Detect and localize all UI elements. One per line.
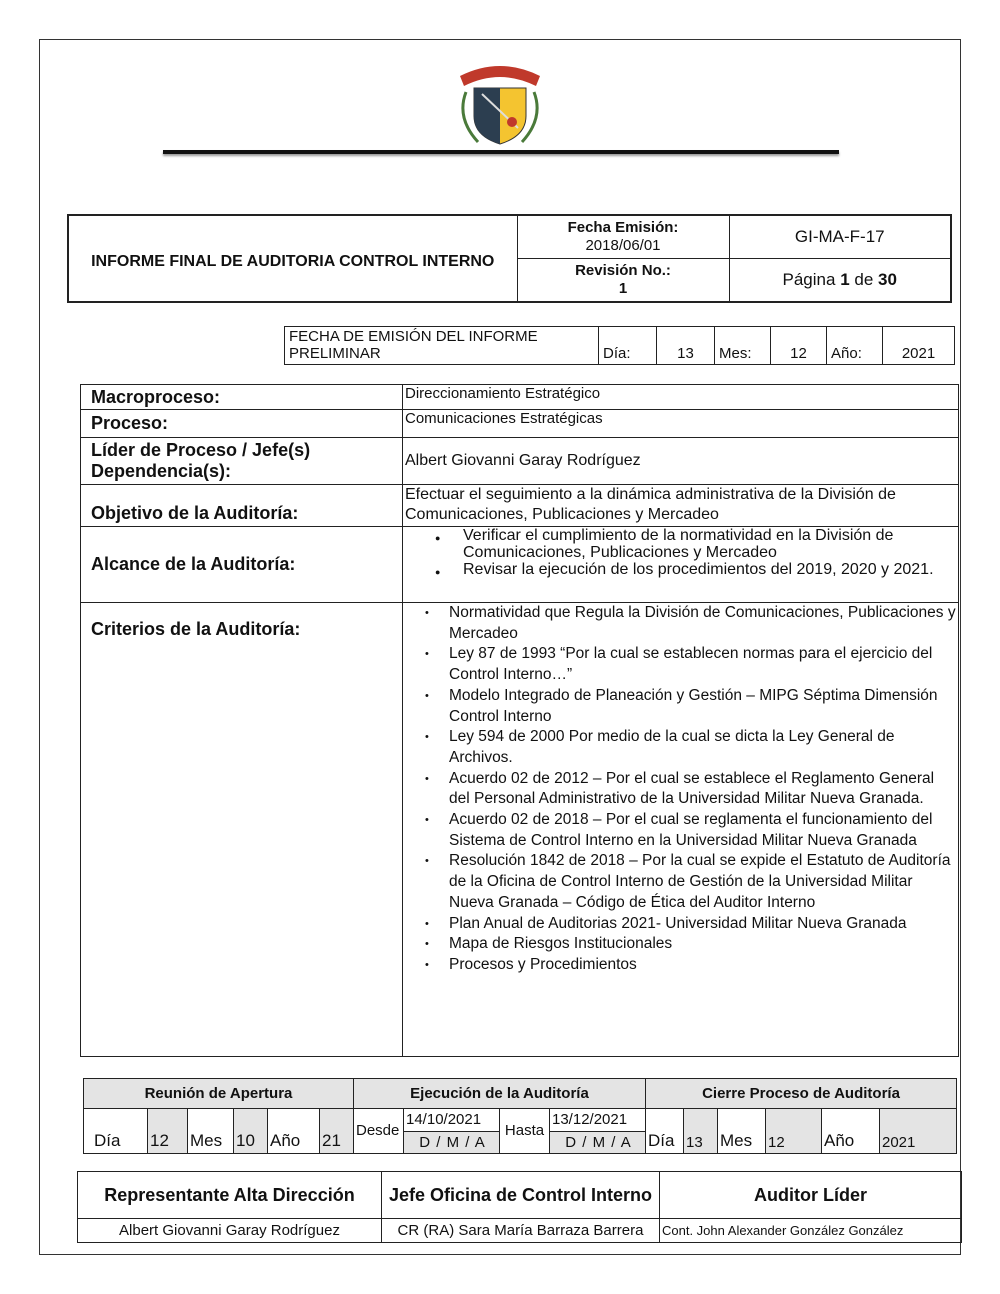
page-number bbox=[729, 258, 951, 302]
page-current: 1 bbox=[840, 269, 850, 289]
lider-label: Líder de Proceso / Jefe(s) Dependencia(s): bbox=[81, 438, 403, 485]
auditor-name: Cont. John Alexander González González bbox=[660, 1219, 962, 1243]
alcance-label: Alcance de la Auditoría: bbox=[81, 527, 403, 603]
audit-info-table bbox=[80, 384, 959, 1057]
jefe-label: Jefe Oficina de Control Interno bbox=[382, 1172, 660, 1219]
fecha-dia: 13 bbox=[657, 327, 715, 365]
cierre-anio-label: Año bbox=[822, 1109, 880, 1154]
fecha-emision-label: Fecha Emisión: bbox=[567, 218, 679, 236]
hasta-date: 13/12/2021 bbox=[552, 1111, 628, 1128]
alcance-item: ● Revisar la ejecución de los procedimientos del 2019, 2020 y 2021. bbox=[405, 561, 958, 578]
revision-label: Revisión No.: bbox=[575, 261, 671, 279]
hasta-label: Hasta bbox=[500, 1109, 550, 1154]
fecha-mes: 12 bbox=[771, 327, 827, 365]
ejecucion-header: Ejecución de la Auditoría bbox=[354, 1079, 646, 1109]
auditor-label: Auditor Líder bbox=[660, 1172, 962, 1219]
document-title: INFORME FINAL DE AUDITORIA CONTROL INTERNO bbox=[68, 215, 517, 302]
criterio-item: • Procesos y Procedimientos bbox=[405, 955, 958, 976]
cierre-mes-label: Mes bbox=[718, 1109, 766, 1154]
apertura-anio: 21 bbox=[320, 1109, 354, 1154]
fecha-informe-label: FECHA DE EMISIÓN DEL INFORME PRELIMINAR bbox=[285, 327, 599, 365]
alcance-item: ● Verificar el cumplimiento de la normatividad en la División de Comunicaciones, Publicaciones y Mercadeo bbox=[405, 527, 958, 561]
document-header bbox=[67, 214, 952, 303]
signatures-table bbox=[77, 1171, 962, 1243]
objetivo-label: Objetivo de la Auditoría: bbox=[81, 485, 403, 527]
hasta-date-box bbox=[550, 1109, 646, 1154]
header-rule bbox=[163, 150, 839, 154]
page-of: de bbox=[854, 269, 874, 289]
apertura-mes-label: Mes bbox=[188, 1109, 234, 1154]
macroproceso-value: Direccionamiento Estratégico bbox=[403, 385, 959, 410]
revision-cell bbox=[517, 258, 729, 302]
apertura-anio-label: Año bbox=[268, 1109, 320, 1154]
fecha-anio-label: Año: bbox=[827, 327, 883, 365]
apertura-header: Reunión de Apertura bbox=[84, 1079, 354, 1109]
cierre-header: Cierre Proceso de Auditoría bbox=[646, 1079, 957, 1109]
university-crest-logo bbox=[452, 58, 548, 150]
desde-date: 14/10/2021 bbox=[406, 1111, 482, 1128]
criterio-item: • Plan Anual de Auditorias 2021- Universidad Militar Nueva Granada bbox=[405, 914, 958, 935]
criterio-item: • Acuerdo 02 de 2018 – Por el cual se reglamenta el funcionamiento del Sistema de Control Interno en la Universidad Militar Nueva Granada bbox=[405, 810, 958, 851]
criterio-item: • Resolución 1842 de 2018 – Por la cual se expide el Estatuto de Auditoría de la Oficina de Control Interno de Gestión de la Universidad Militar Nueva Granada – Código de Ética del Auditor Interno bbox=[405, 851, 958, 913]
criterios-cell bbox=[403, 603, 959, 1057]
apertura-dia-label: Día bbox=[84, 1109, 148, 1154]
desde-format: D / M / A bbox=[404, 1131, 499, 1153]
hasta-format: D / M / A bbox=[550, 1131, 645, 1153]
criterio-item: • Ley 594 de 2000 Por medio de la cual se dicta la Ley General de Archivos. bbox=[405, 727, 958, 768]
alcance-cell bbox=[403, 527, 959, 603]
alcance-list bbox=[405, 527, 958, 578]
criterio-item: • Normatividad que Regula la División de Comunicaciones, Publicaciones y Mercadeo bbox=[405, 603, 958, 644]
desde-date-box bbox=[404, 1109, 500, 1154]
proceso-label: Proceso: bbox=[81, 410, 403, 438]
cierre-dia: 13 bbox=[684, 1109, 718, 1154]
criterios-list bbox=[405, 603, 958, 976]
objetivo-value: Efectuar el seguimiento a la dinámica administrativa de la División de Comunicaciones, Publicaciones y Mercadeo bbox=[403, 485, 959, 527]
criterio-item: • Acuerdo 02 de 2012 – Por el cual se establece el Reglamento General del Personal Administrativo de la Universidad Militar Nueva Granada. bbox=[405, 769, 958, 810]
criterio-item: • Mapa de Riesgos Institucionales bbox=[405, 934, 958, 955]
rep-label: Representante Alta Dirección bbox=[78, 1172, 382, 1219]
apertura-dia: 12 bbox=[148, 1109, 188, 1154]
lider-value: Albert Giovanni Garay Rodríguez bbox=[403, 438, 959, 485]
fecha-informe-table bbox=[284, 326, 955, 365]
fecha-emision-value: 2018/06/01 bbox=[585, 236, 661, 254]
criterio-item: • Modelo Integrado de Planeación y Gestión – MIPG Séptima Dimensión Control Interno bbox=[405, 686, 958, 727]
criterio-item: • Ley 87 de 1993 “Por la cual se establecen normas para el ejercicio del Control Interno…” bbox=[405, 644, 958, 685]
page-total: 30 bbox=[878, 269, 897, 289]
cierre-anio: 2021 bbox=[880, 1109, 957, 1154]
revision-value: 1 bbox=[618, 279, 628, 297]
schedule-table bbox=[83, 1078, 957, 1154]
fecha-mes-label: Mes: bbox=[715, 327, 771, 365]
desde-label: Desde bbox=[354, 1109, 404, 1154]
fecha-dia-label: Día: bbox=[599, 327, 657, 365]
criterios-label: Criterios de la Auditoría: bbox=[81, 603, 403, 1057]
page-prefix: Página bbox=[782, 269, 836, 289]
macroproceso-label: Macroproceso: bbox=[81, 385, 403, 410]
fecha-anio: 2021 bbox=[883, 327, 955, 365]
jefe-name: CR (RA) Sara María Barraza Barrera bbox=[382, 1219, 660, 1243]
proceso-value: Comunicaciones Estratégicas bbox=[403, 410, 959, 438]
cierre-dia-label: Día bbox=[646, 1109, 684, 1154]
apertura-mes: 10 bbox=[234, 1109, 268, 1154]
cierre-mes: 12 bbox=[766, 1109, 822, 1154]
fecha-emision-cell bbox=[517, 215, 729, 258]
document-code: GI-MA-F-17 bbox=[729, 215, 951, 258]
rep-name: Albert Giovanni Garay Rodríguez bbox=[78, 1219, 382, 1243]
